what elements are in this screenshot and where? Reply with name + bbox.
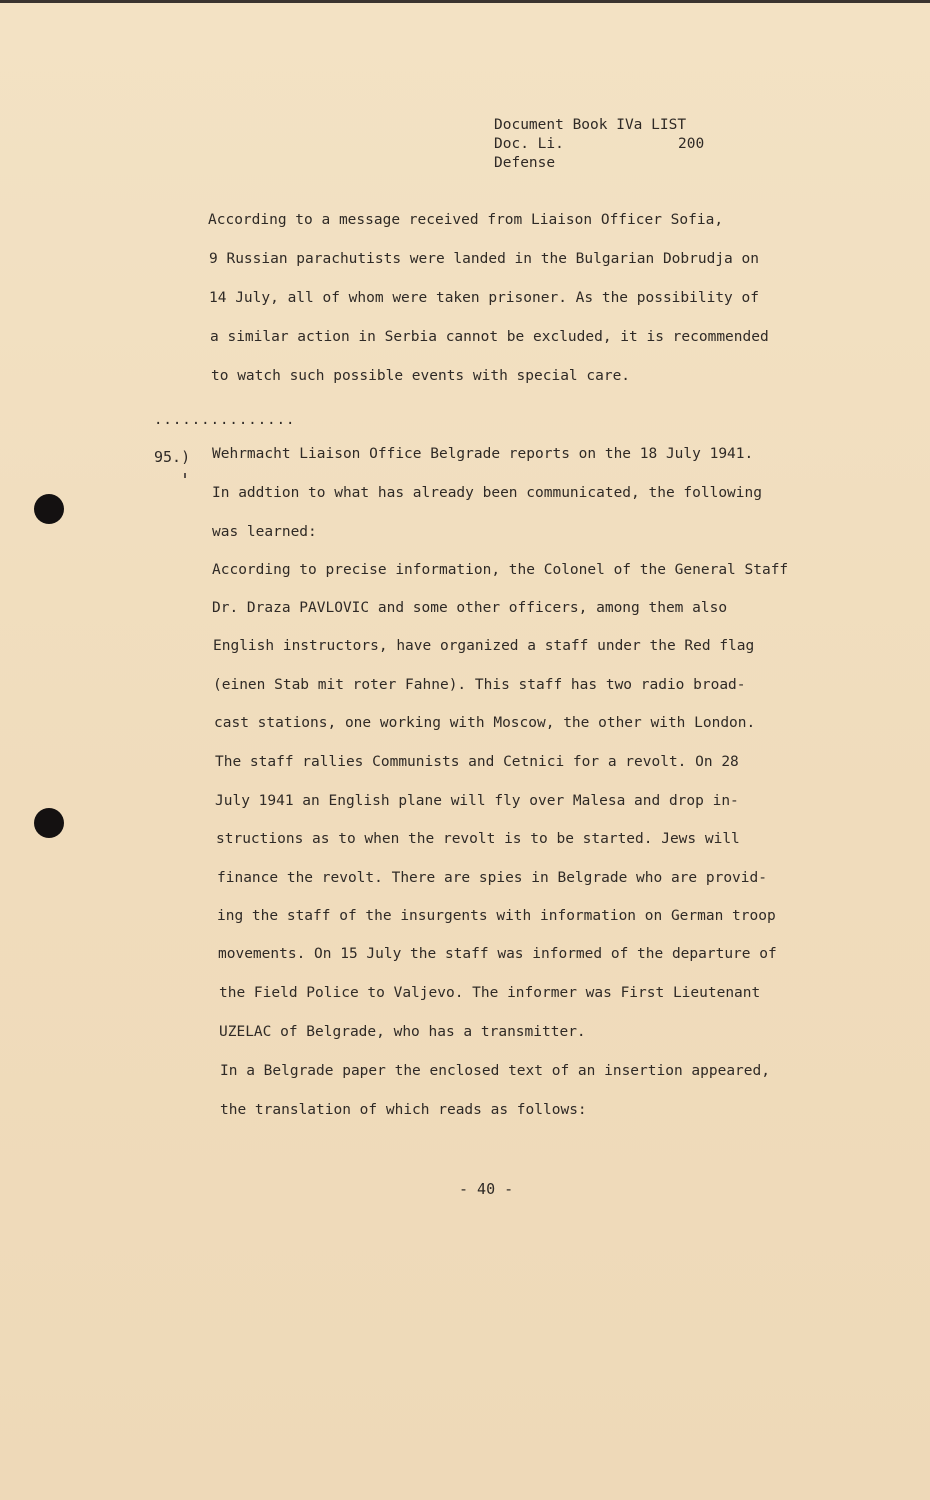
para95-line-7: (einen Stab mit roter Fahne). This staff has two radio broad- — [213, 677, 746, 693]
page-number: - 40 - — [459, 1180, 514, 1198]
para95-line-5: Dr. Draza PAVLOVIC and some other officers, among them also — [212, 600, 728, 616]
para95-line-16: UZELAC of Belgrade, who has a transmitter. — [219, 1024, 586, 1040]
para95-line-1: Wehrmacht Liaison Office Belgrade reports on the 18 July 1941. — [212, 446, 754, 462]
para95-line-14: movements. On 15 July the staff was informed of the departure of — [218, 946, 777, 962]
para95-line-13: ing the staff of the insurgents with information on German troop — [217, 908, 776, 924]
para95-line-3: was learned: — [212, 524, 317, 540]
para95-line-6: English instructors, have organized a staff under the Red flag — [213, 638, 755, 654]
intro-line-5: to watch such possible events with special care. — [211, 368, 631, 384]
top-edge — [0, 0, 930, 3]
intro-line-1: According to a message received from Liaison Officer Sofia, — [208, 212, 724, 228]
punch-hole-bottom — [34, 808, 64, 838]
intro-line-2: 9 Russian parachutists were landed in the Bulgarian Dobrudja on — [209, 251, 759, 267]
paragraph-number: 95.) — [154, 448, 191, 466]
para95-line-10: July 1941 an English plane will fly over Malesa and drop in- — [215, 793, 739, 809]
para95-line-18: the translation of which reads as follows: — [220, 1102, 587, 1118]
intro-line-3: 14 July, all of whom were taken prisoner. As the possibility of — [209, 290, 759, 306]
para95-line-12: finance the revolt. There are spies in Belgrade who are provid- — [217, 870, 767, 886]
para95-line-17: In a Belgrade paper the enclosed text of an insertion appeared, — [220, 1063, 770, 1079]
para95-line-2: In addtion to what has already been communicated, the following — [212, 485, 762, 501]
para95-line-15: the Field Police to Valjevo. The informer was First Lieutenant — [219, 985, 761, 1001]
header-doc-label: Doc. Li. — [494, 136, 564, 152]
punch-hole-top — [34, 494, 64, 524]
separator-dots: ............... — [154, 412, 296, 428]
para95-line-11: structions as to when the revolt is to be started. Jews will — [216, 831, 740, 847]
document-header — [494, 116, 705, 173]
header-title: Document Book IVa LIST — [494, 117, 687, 133]
header-defense: Defense — [494, 155, 556, 171]
header-doc-number: 200 — [678, 136, 705, 152]
para95-line-8: cast stations, one working with Moscow, the other with London. — [214, 715, 756, 731]
intro-line-4: a similar action in Serbia cannot be excluded, it is recommended — [210, 329, 769, 345]
margin-mark — [184, 473, 186, 478]
para95-line-4: According to precise information, the Colonel of the General Staff — [212, 562, 789, 578]
para95-line-9: The staff rallies Communists and Cetnici for a revolt. On 28 — [215, 754, 739, 770]
